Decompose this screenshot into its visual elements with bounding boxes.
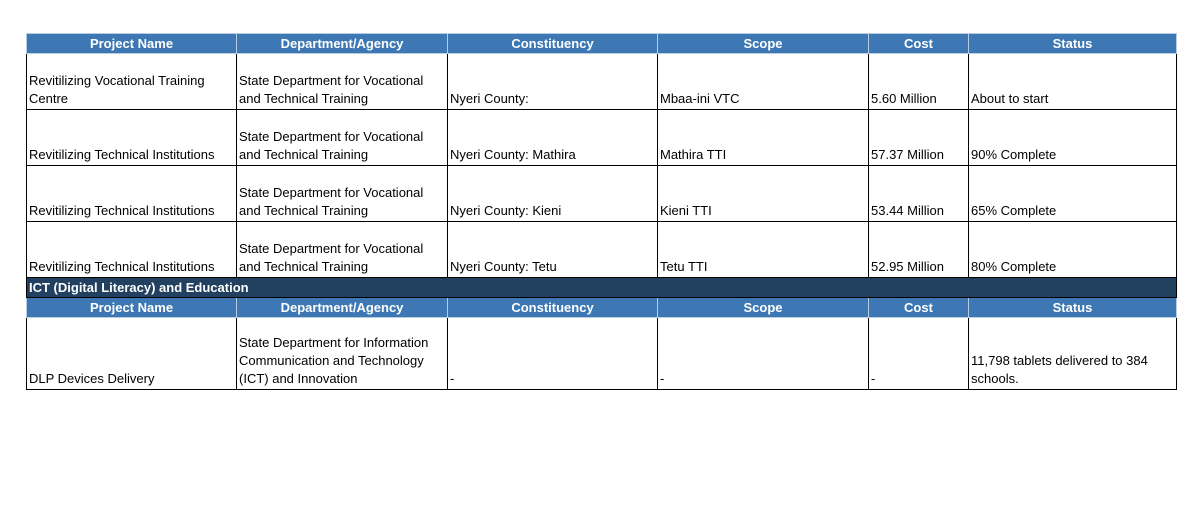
cell-scope: Mathira TTI bbox=[658, 110, 869, 166]
cell-constituency: - bbox=[448, 318, 658, 390]
table-row bbox=[27, 110, 1177, 166]
cell-status: About to start bbox=[969, 54, 1177, 110]
header-row bbox=[27, 298, 1177, 318]
col-header-constituency: Constituency bbox=[448, 298, 658, 318]
header-row bbox=[27, 34, 1177, 54]
table-row bbox=[27, 222, 1177, 278]
table-row bbox=[27, 318, 1177, 390]
cell-scope: - bbox=[658, 318, 869, 390]
col-header-project-name: Project Name bbox=[27, 34, 237, 54]
col-header-constituency: Constituency bbox=[448, 34, 658, 54]
table-row bbox=[27, 54, 1177, 110]
col-header-department: Department/Agency bbox=[237, 34, 448, 54]
projects-table bbox=[26, 33, 1177, 390]
cell-status: 11,798 tablets delivered to 384 schools. bbox=[969, 318, 1177, 390]
col-header-scope: Scope bbox=[658, 298, 869, 318]
cell-scope: Kieni TTI bbox=[658, 166, 869, 222]
col-header-status: Status bbox=[969, 298, 1177, 318]
cell-project-name: DLP Devices Delivery bbox=[27, 318, 237, 390]
cell-cost: 52.95 Million bbox=[869, 222, 969, 278]
col-header-cost: Cost bbox=[869, 298, 969, 318]
cell-cost: 53.44 Million bbox=[869, 166, 969, 222]
cell-department: State Department for Information Communication and Technology (ICT) and Innovation bbox=[237, 318, 448, 390]
cell-department: State Department for Vocational and Technical Training bbox=[237, 222, 448, 278]
cell-department: State Department for Vocational and Technical Training bbox=[237, 166, 448, 222]
col-header-status: Status bbox=[969, 34, 1177, 54]
col-header-department: Department/Agency bbox=[237, 298, 448, 318]
section-row bbox=[27, 278, 1177, 298]
cell-status: 80% Complete bbox=[969, 222, 1177, 278]
col-header-project-name: Project Name bbox=[27, 298, 237, 318]
cell-constituency: Nyeri County: bbox=[448, 54, 658, 110]
cell-project-name: Revitilizing Vocational Training Centre bbox=[27, 54, 237, 110]
cell-project-name: Revitilizing Technical Institutions bbox=[27, 222, 237, 278]
cell-status: 90% Complete bbox=[969, 110, 1177, 166]
cell-department: State Department for Vocational and Technical Training bbox=[237, 54, 448, 110]
cell-constituency: Nyeri County: Kieni bbox=[448, 166, 658, 222]
cell-cost: 57.37 Million bbox=[869, 110, 969, 166]
cell-status: 65% Complete bbox=[969, 166, 1177, 222]
cell-scope: Tetu TTI bbox=[658, 222, 869, 278]
cell-cost: 5.60 Million bbox=[869, 54, 969, 110]
cell-project-name: Revitilizing Technical Institutions bbox=[27, 166, 237, 222]
section-title: ICT (Digital Literacy) and Education bbox=[27, 278, 1177, 298]
col-header-scope: Scope bbox=[658, 34, 869, 54]
col-header-cost: Cost bbox=[869, 34, 969, 54]
cell-scope: Mbaa-ini VTC bbox=[658, 54, 869, 110]
cell-constituency: Nyeri County: Tetu bbox=[448, 222, 658, 278]
cell-constituency: Nyeri County: Mathira bbox=[448, 110, 658, 166]
cell-cost: - bbox=[869, 318, 969, 390]
cell-department: State Department for Vocational and Technical Training bbox=[237, 110, 448, 166]
cell-project-name: Revitilizing Technical Institutions bbox=[27, 110, 237, 166]
table-row bbox=[27, 166, 1177, 222]
